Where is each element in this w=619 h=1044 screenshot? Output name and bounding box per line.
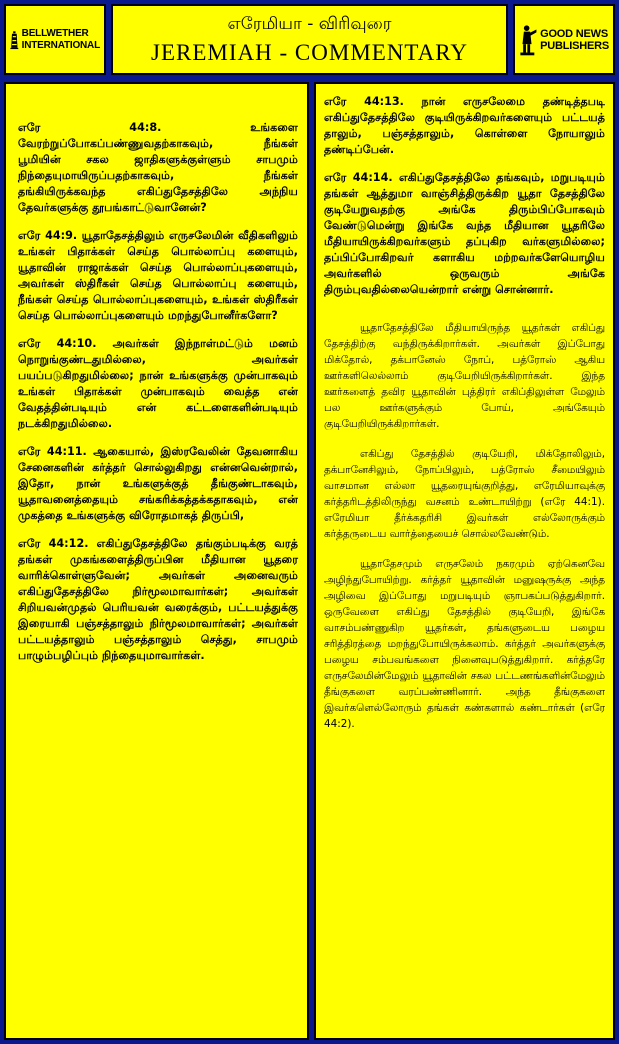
commentary-paragraph: எகிப்து தேசத்தில் குடியேறி, மிக்தோலிலும், தக்பானேசிலும், நோப்பிலும், பத்ரோஸ் சீமையிலும் வாசமான எல்லா யூதரையுங்குறித்து, எரேமியாவுக்கு கர்த்தரிடத்திலிருந்து வசனம் உண்டாயிற்று (எரே 44:1). எரேமியா தீர்க்கதரிசி இவர்கள் எல்லோருக்கும் கர்த்தருடைய வார்த்தையைச் சொல்லவேண்டும். <box>324 448 605 540</box>
title-tamil: எரேமியா - விரிவுரை <box>227 14 392 34</box>
verse-44-11: எரே 44:11. ஆகையால், இஸ்ரவேலின் தேவனாகிய சேனைகளின் கர்த்தர் சொல்லுகிறது என்னவென்றால், இதோ, நான் உங்களுக்குத் தீங்குண்டாகவும், யூதாவனைத்தையும் சங்கரிக்கத்தக்கதாகவும், என் முகத்தை உங்களுக்கு விரோதமாகத் திருப்பி, <box>18 445 298 522</box>
herald-icon <box>519 16 537 64</box>
verse-44-12: எரே 44:12. எகிப்துதேசத்திலே தங்கும்படிக்கு வரத் தங்கள் முகங்களைத்திருப்பின மீதியான யூதரை வாரிக்கொள்ளுவேன்; அவர்கள் அனைவரும் எகிப்துதேசத்திலே நிர்மூலமாவார்கள்; அவர்கள் சிறியவன்முதல் பெரியவன் வரைக்கும், பட்டயத்துக்கு இரையாகி பஞ்சத்தாலும் நிர்மூலமாவார்கள்; அவர்கள் பட்டயத்தாலும் பஞ்சத்தாலும் செத்து, சாபமும் பாழும்பழிப்பும் நிந்தையுமாவார்கள். <box>18 537 298 662</box>
verse-44-8: எரே 44:8. உங்களை வேரற்றுப்போகப்பண்ணுவதற்காகவும், நீங்கள் பூமியின் சகல ஜாதிகளுக்குள்ளும் சாபமும் நிந்தையுமாயிருப்பதற்காகவும், நீங்கள் தங்கியிருக்கவந்த எகிப்துதேசத்திலே அந்நிய தேவர்களுக்கு தூபங்காட்டுவானேன்? <box>18 121 298 214</box>
logo-line-1: GOOD NEWS <box>540 27 608 40</box>
bellwether-logo <box>4 4 106 75</box>
commentary-paragraph: யூதாதேசமும் எருசலேம் நகரமும் ஏற்கெனவே அழிந்துபோயிற்று. கர்த்தர் யூதாவின் மனுஷருக்கு அந்த அழிவை இப்போது மறுபடியும் ஞாபகப்படுத்துகிறார். ஒருவேளை எகிப்து தேசத்தில் குடியேறி, இங்கே வாசம்பண்ணுகிற யூதர்கள், தங்களுடைய பழைய சரித்திரத்தை மறந்துபோயிருக்கலாம். கர்த்தர் அவர்களுக்கு பழைய சம்பவங்களை நினைவுபடுத்துகிறார். கர்த்தரே எருசலேமின்மேலும் யூதாவின் சகல பட்டணங்களின்மேலும் தீங்குகளை வரப்பண்ணினார். அந்த தீங்குகளை இவர்களெல்லோரும் தங்கள் கண்களால் கண்டார்கள் (எரே 44:2). <box>324 558 605 730</box>
verse-44-14: எரே 44:14. எகிப்துதேசத்திலே தங்கவும், மறுபடியும் தங்கள் ஆத்துமா வாஞ்சித்திருக்கிற யூதா தேசத்திலே குடியேறுவதற்கு அங்கே திரும்பிப்போகவும் வேண்டுமென்று இங்கே வந்த மீதியான யூதரிலே மீதியாயிருக்கிறவர்களும் தப்புகிற வர்களுமில்லை; தப்பிப்போகிறவர் களாகிய மற்றவர்களேயொழிய அவர்களில் ஒருவரும் அங்கே திரும்புவதில்லையென்றார் என்று சொன்னார். <box>324 171 605 296</box>
logo-line-1: BELLWETHER <box>21 27 89 39</box>
left-column <box>4 82 309 1040</box>
right-column <box>314 82 615 1040</box>
commentary-paragraph: யூதாதேசத்திலே மீதியாயிருந்த யூதர்கள் எகிப்து தேசத்திற்கு வந்திருக்கிறார்கள். அவர்கள் இப்போது மிக்தோல், தக்பானேஸ் நோப், பத்ரோஸ் ஆகிய ஊர்களிலெல்லாம் குடியேறியிருக்கிறார்கள். இந்த ஊர்களைத் தவிர யூதாவின் புத்திரர் எகிப்திலுள்ள மேலும் பல ஊர்களுக்கும் போய், அங்கேயும் குடியேறியிருக்கிறார்கள். <box>324 322 605 430</box>
lighthouse-icon <box>10 16 19 64</box>
title-english: JEREMIAH - COMMENTARY <box>151 40 468 65</box>
logo-line-2: INTERNATIONAL <box>21 39 100 51</box>
verse-44-13: எரே 44:13. நான் எருசலேமை தண்டித்தபடி எகிப்துதேசத்திலே குடியிருக்கிறவர்களையும் பட்டயத் தாலும், பஞ்சத்தாலும், கொள்ளை நோயாலும் தண்டிப்பேன். <box>324 95 605 156</box>
logo-line-2: PUBLISHERS <box>540 39 609 52</box>
good-news-logo <box>513 4 615 75</box>
verse-44-9: எரே 44:9. யூதாதேசத்திலும் எருசலேமின் வீதிகளிலும் உங்கள் பிதாக்கள் செய்த பொல்லாப்பு களையும், யூதாவின் ராஜாக்கள் செய்த பொல்லாப்புகளையும், அவர்கள் ஸ்திரீகள் செய்த பொல்லாப்பு களையும், நீங்கள் செய்த பொல்லாப்புகளையும், உங்கள் ஸ்திரீகள் செய்த பொல்லாப்புகளையும் மறந்துபோனீர்களோ? <box>18 229 298 322</box>
verse-44-10: எரே 44:10. அவர்கள் இந்நாள்மட்டும் மனம் நொறுங்குண்டதுமில்லை, அவர்கள் பயப்படுகிறதுமில்லை; நான் உங்களுக்கு முன்பாகவும் உங்கள் பிதாக்கள் முன்பாகவும் வைத்த என் வேதத்தின்படியும் என் கட்டளைகளின்படியும் நடக்கிறதுமில்லை. <box>18 337 298 430</box>
page-title <box>111 4 508 75</box>
